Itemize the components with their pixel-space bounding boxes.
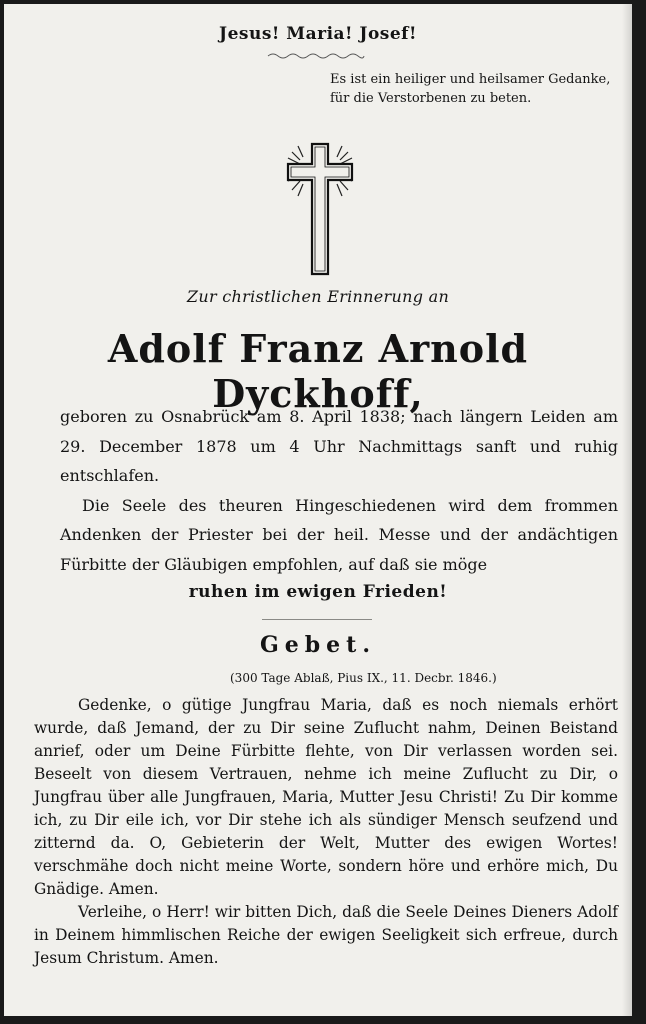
biography	[60, 402, 618, 579]
prayer-title: Gebet.	[260, 632, 376, 658]
prayer-text	[34, 694, 618, 970]
indulgence-note: (300 Tage Ablaß, Pius IX., 11. Decbr. 1846.)	[230, 671, 497, 685]
rest-in-peace-line: ruhen im ewigen Frieden!	[188, 582, 448, 602]
intro-line: Zur christlichen Erinnerung an	[186, 287, 450, 306]
divider	[262, 619, 372, 620]
bio-paragraph: Die Seele des theuren Hingeschiedenen wird dem frommen Andenken der Priester bei der heil. Messe und der andächtigen Fürbitte der Gläubigen empfohlen, auf daß sie möge	[60, 495, 618, 574]
prayer-paragraph: Verleihe, o Herr! wir bitten Dich, daß die Seele Deines Dieners Adolf in Deinem himmlischen Reiche der ewigen Seeligkeit sich erfreue, durch Jesum Christum. Amen.	[34, 903, 618, 967]
memorial-card	[4, 4, 632, 1016]
bio-paragraph: geboren zu Osnabrück am 8. April 1838; nach längern Leiden am 29. December 1878 um 4 Uhr Nachmittags sanft und ruhig entschlafen.	[60, 407, 618, 485]
header-invocation: Jesus! Maria! Josef!	[219, 24, 417, 44]
paper-edge-shadow	[622, 4, 632, 1016]
cross-with-rays-icon	[284, 140, 356, 280]
motto-text: Es ist ein heiliger und heilsamer Gedanke, für die Verstorbenen zu beten.	[330, 72, 611, 106]
deceased-name: Adolf Franz Arnold Dyckhoff,	[107, 326, 529, 416]
prayer-paragraph: Gedenke, o gütige Jungfrau Maria, daß es noch niemals erhört wurde, daß Jemand, der zu Dir seine Zuflucht nahm, Deinen Beistand anrief, oder um Deine Fürbitte flehte, von Dir verlassen worden sei. Beseelt von diesem Vertrauen, nehme ich meine Zuflucht zu Dir, o Jungfrau über alle Jungfrauen, Maria, Mutter Jesu Christi! Zu Dir komme ich, zu Dir eile ich, vor Dir stehe ich als sündiger Mensch seufzend und zitternd da. O, Gebieterin der Welt, Mutter des ewigen Wortes! verschmähe doch nicht meine Worte, sondern höre und erhöre mich, Du Gnädige. Amen.	[34, 696, 618, 898]
wavy-line-ornament	[266, 52, 366, 60]
